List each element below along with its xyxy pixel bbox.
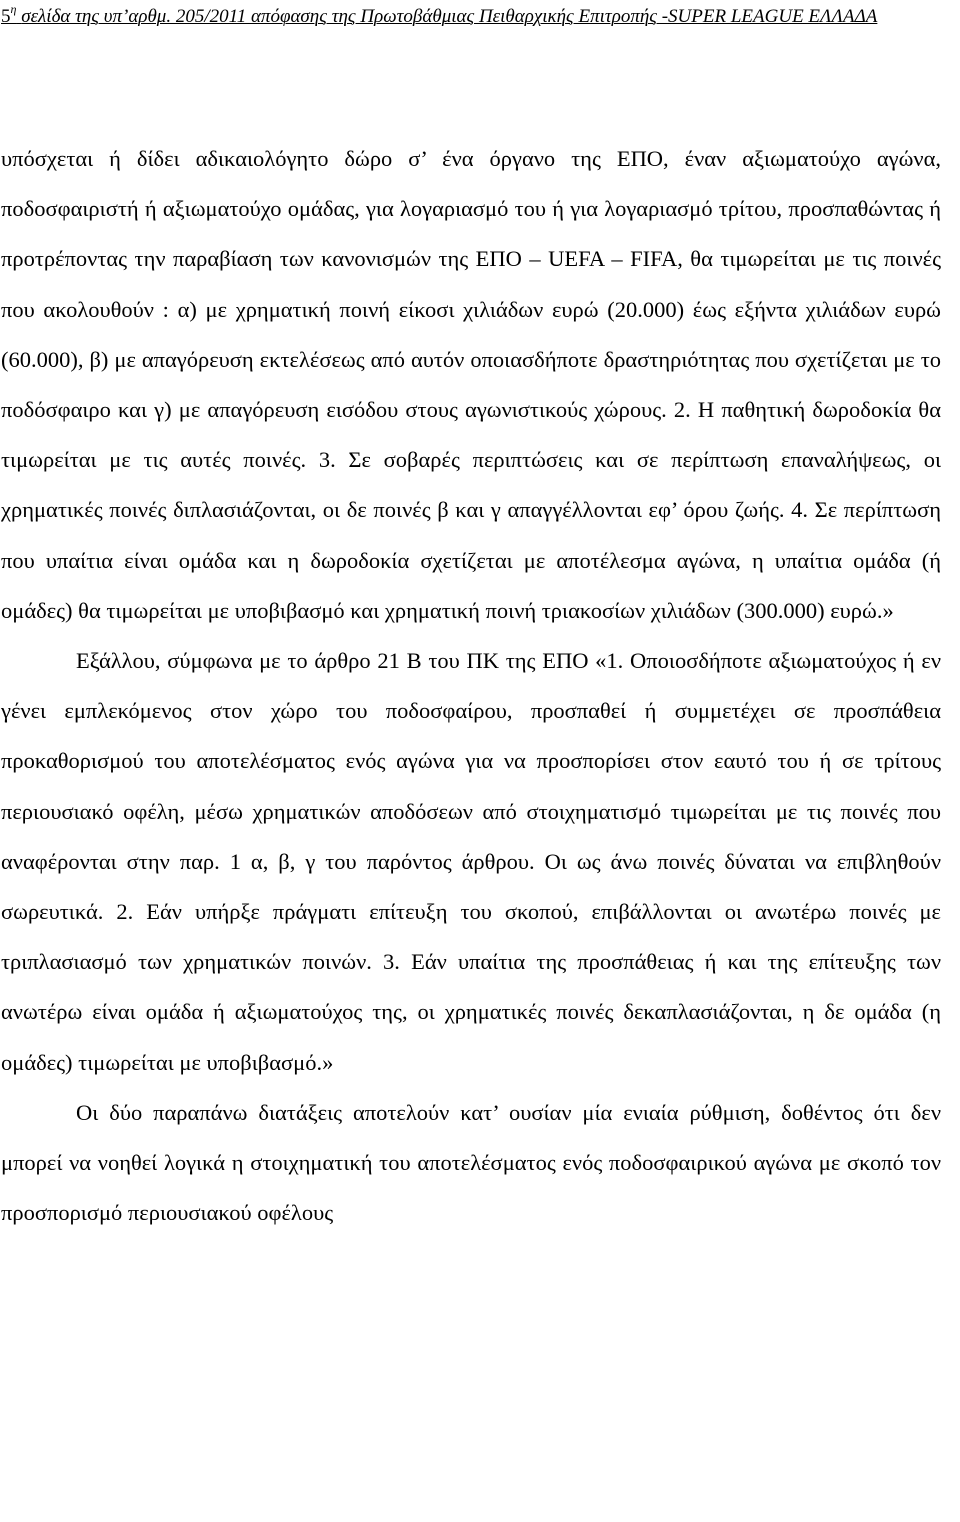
paragraph-conclusion: Οι δύο παραπάνω διατάξεις αποτελούν κατ’ ουσίαν μία ενιαία ρύθμιση, δοθέντος ότι δεν μπορεί να νοηθεί λογικά η στοιχηματική του αποτελέσματος ενός ποδοσφαιρικού αγώνα με σκοπό τον προσπορισμό περιουσιακού οφέλους: [1, 1099, 941, 1226]
page-number: 5: [1, 6, 11, 27]
page-header: [1, 2, 956, 32]
paragraph-continuation: υπόσχεται ή δίδει αδικαιολόγητο δώρο σ’ ένα όργανο της ΕΠΟ, έναν αξιωματούχο αγώνα, ποδοσφαιριστή ή αξιωματούχο ομάδας, για λογαριασμό του ή για λογαριασμό τρίτου, προσπαθώντας ή προτρέποντας την παραβίαση των κανονισμών της ΕΠΟ – UEFA – FIFA, θα τιμωρείται με τις ποινές που ακολουθούν : α) με χρηματική ποινή είκοσι χιλιάδων ευρώ (20.000) έως εξήντα χιλιάδων ευρώ (60.000), β) με απαγόρευση εκτελέσεως από αυτόν οποιασδήποτε δραστηριότητας που σχετίζεται με το ποδόσφαιρο και γ) με απαγόρευση εισόδου στους αγωνιστικούς χώρους. 2. Η παθητική δωροδοκία θα τιμωρείται με τις αυτές ποινές. 3. Σε σοβαρές περιπτώσεις και σε περίπτωση επαναλήψεως, οι χρηματικές ποινές διπλασιάζονται, οι δε ποινές β και γ απαγγέλλονται εφ’ όρου ζωής. 4. Σε περίπτωση που υπαίτια είναι ομάδα και η δωροδοκία σχετίζεται με αποτέλεσμα αγώνα, η υπαίτια ομάδα (ή ομάδες) θα τιμωρείται με υποβιβασμό και χρηματική ποινή τριακοσίων χιλιάδων (300.000) ευρώ.»: [1, 146, 941, 623]
page-number-superscript: η: [10, 2, 17, 16]
paragraph-article-21b: Εξάλλου, σύμφωνα με το άρθρο 21 Β του ΠΚ της ΕΠΟ «1. Οποιοσδήποτε αξιωματούχος ή εν γένει εμπλεκόμενος στον χώρο του ποδοσφαίρου, προσπαθεί ή συμμετέχει σε προσπάθεια προκαθορισμού του αποτελέσματος ενός αγώνα για να προσπορίσει στον εαυτό του ή σε τρίτους περιουσιακό οφέλη, μέσω χρηματικών αποδόσεων από στοιχηματισμό τιμωρείται με τις ποινές που αναφέρονται στην παρ. 1 α, β, γ του παρόντος άρθρου. Οι ως άνω ποινές δύναται να επιβληθούν σωρευτικά. 2. Εάν υπήρξε πράγματι επίτευξη του σκοπού, επιβάλλονται οι ανωτέρω ποινές με τριπλασιασμό των χρηματικών ποινών. 3. Εάν υπαίτια της προσπάθειας ή και της επίτευξης των ανωτέρω είναι ομάδα ή αξιωματούχος της, οι χρηματικές ποινές δεκαπλασιάζονται, η δε ομάδα (η ομάδες) τιμωρείται με υποβιβασμό.»: [1, 648, 941, 1075]
document-body: [1, 134, 941, 1238]
header-text: σελίδα της υπ’αρθμ. 205/2011 απόφασης της Πρωτοβάθμιας Πειθαρχικής Επιτροπής -SUPER LEAGUE ΕΛΛΑΔΑ: [21, 6, 878, 27]
